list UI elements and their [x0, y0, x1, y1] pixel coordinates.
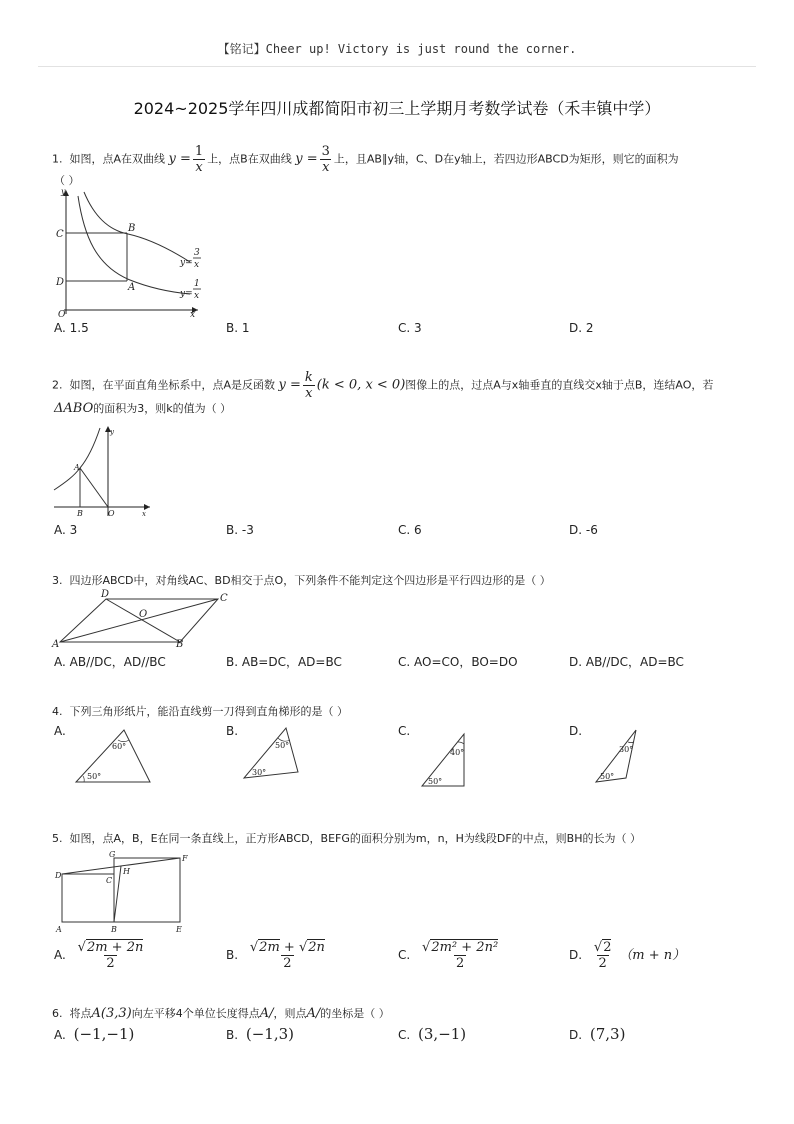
page-title: 2024~2025学年四川成都简阳市初三上学期月考数学试卷（禾丰镇中学） — [133, 99, 661, 118]
q1-label-a: A — [128, 282, 136, 293]
q1-frac2 — [320, 144, 332, 175]
q6-point3: A/ — [306, 1006, 321, 1021]
q1-eq2-lhs: y = — [295, 151, 318, 167]
q5-a-label: A. — [54, 948, 66, 962]
q1-label-b: B — [128, 223, 136, 234]
header-motto: 【铭记】Cheer up! Victory is just round the corner. — [217, 42, 577, 56]
q4-c-angle-top: 40° — [450, 748, 465, 757]
q5-b-frac: $\frac{√2m + √2n}{2}$ — [249, 940, 325, 971]
q2-option-c[interactable]: C. 6 — [398, 523, 422, 537]
q3-diagonal-bd — [106, 599, 180, 642]
q2-frac — [303, 370, 315, 401]
q5-a-den: 2 — [106, 956, 115, 971]
q1-figure — [50, 186, 210, 318]
q6-point: A(3,3) — [91, 1006, 132, 1021]
q5-label-a: A — [56, 925, 62, 934]
q3-label-d: D — [101, 589, 110, 600]
q3-text: 四边形ABCD中，对角线AC、BD相交于点O，下列条件不能判定这个四边形是平行四边形的是（ ） — [69, 574, 551, 587]
q1-frac1 — [193, 144, 205, 175]
q6-option-b[interactable] — [226, 1025, 294, 1043]
q2-text-c: 的面积为3，则k的值为（ ） — [93, 402, 232, 415]
q5-option-b[interactable] — [226, 940, 329, 971]
q3-label-o: O — [139, 609, 148, 620]
q1-frac1-num: 1 — [194, 144, 204, 159]
q4-text: 下列三角形纸片，能沿直线剪一刀得到直角梯形的是（ ） — [69, 705, 348, 718]
q3-label-a: A — [52, 639, 60, 648]
q4-d-arc-top — [628, 742, 634, 743]
q2-option-d[interactable]: D. -6 — [569, 523, 598, 537]
q4-option-a[interactable]: A. — [54, 724, 66, 738]
q3-option-a[interactable]: A. AB//DC，AD//BC — [54, 655, 166, 669]
q1-curve3-den: x — [194, 260, 200, 270]
q2-hyperbola — [54, 428, 100, 490]
q1-answer-blank: （ ） — [54, 174, 80, 187]
q5-a-frac: $\frac{√2m + 2n}{2}$ — [77, 940, 144, 971]
q2-label-a: A — [74, 463, 80, 472]
q5-b-num2: 2n — [308, 940, 325, 955]
q4-option-c[interactable]: C. — [398, 724, 411, 738]
q4-number: 4. — [52, 705, 63, 718]
q1-curve3-num: 3 — [194, 248, 200, 258]
q5-segment-bh — [114, 866, 121, 922]
q1-option-a[interactable]: A. 1.5 — [54, 321, 89, 335]
q6-text-d: 的坐标是（ ） — [320, 1007, 390, 1020]
q6-text-a: 将点 — [69, 1007, 92, 1020]
q1-option-d[interactable]: D. 2 — [569, 321, 594, 335]
q1-curve1-num: 1 — [194, 279, 200, 289]
q2-frac-den: x — [305, 386, 313, 401]
q5-label-c: C — [106, 876, 113, 885]
q6-b-value: (−1,3) — [245, 1025, 295, 1043]
q4-a-arc-bottom — [83, 776, 84, 782]
q6-text-c: ，则点 — [273, 1007, 307, 1020]
q6-option-c[interactable] — [398, 1025, 466, 1043]
q5-c-num: 2m² + 2n² — [431, 940, 499, 955]
question-4-stem — [52, 703, 348, 719]
q2-text-b: 图像上的点，过点A与x轴垂直的直线交x轴于点B，连结AO，若 — [405, 378, 714, 392]
q2-figure — [50, 424, 154, 518]
q1-curve1-den: x — [194, 291, 200, 301]
q2-segment-ao — [80, 468, 108, 507]
q5-label-d: D — [55, 871, 62, 880]
q1-frac2-den: x — [322, 160, 330, 175]
q4-d-angle-bottom: 50° — [600, 772, 615, 781]
q2-number: 2. — [52, 378, 63, 392]
q1-text-b: 上，点B在双曲线 — [207, 152, 292, 166]
q6-number: 6. — [52, 1007, 63, 1020]
q1-curve-1-over-x — [78, 196, 190, 294]
q5-d-num: 2 — [603, 940, 612, 955]
q4-triangle-c — [418, 730, 470, 790]
q4-d-angle-top: 30° — [619, 745, 634, 754]
question-2-stem — [52, 370, 713, 401]
q5-text: 如图，点A，B，E在同一条直线上，正方形ABCD，BEFG的面积分别为m，n，H为线段DF的中点，则BH的长为（ ） — [69, 832, 641, 845]
q6-d-value: (7,3) — [589, 1025, 626, 1043]
q5-number: 5. — [52, 832, 63, 845]
q6-point2: A/ — [259, 1006, 274, 1021]
q5-d-den: 2 — [598, 956, 607, 971]
q5-option-d[interactable] — [569, 940, 685, 971]
q4-option-b[interactable]: B. — [226, 724, 239, 738]
question-1-stem — [52, 144, 679, 175]
q2-label-o: O — [108, 509, 115, 518]
q1-option-b[interactable]: B. 1 — [226, 321, 250, 335]
question-5-stem — [52, 830, 641, 846]
question-6-stem — [52, 1005, 390, 1021]
q3-option-c[interactable]: C. AO=CO，BO=DO — [398, 655, 518, 669]
q1-eq1-lhs: y = — [168, 151, 191, 167]
q6-a-value: (−1,−1) — [73, 1025, 135, 1043]
q2-label-b: B — [77, 509, 83, 518]
q5-figure — [52, 850, 198, 934]
q5-d-label: D. — [569, 948, 583, 962]
q2-triangle: ΔABO — [54, 401, 94, 416]
q2-text-a: 如图，在平面直角坐标系中，点A是反函数 — [69, 378, 276, 392]
q1-option-c[interactable]: C. 3 — [398, 321, 422, 335]
q6-c-value: (3,−1) — [418, 1025, 467, 1043]
q4-c-angle-bottom: 50° — [428, 777, 443, 786]
q1-number: 1. — [52, 152, 63, 166]
q4-a-angle-top: 60° — [112, 742, 127, 751]
q3-option-d[interactable]: D. AB//DC，AD=BC — [569, 655, 684, 669]
q5-c-den: 2 — [455, 956, 465, 971]
q5-option-a[interactable] — [54, 940, 147, 971]
q5-b-plus: + — [283, 940, 295, 955]
q5-d-tail: （m + n） — [619, 948, 686, 963]
q6-option-a[interactable] — [54, 1025, 134, 1043]
q5-b-num1: 2m — [259, 940, 280, 955]
q4-triangle-a — [70, 726, 154, 786]
q1-text-c: 上，且AB∥y轴，C、D在y轴上，若四边形ABCD为矩形，则它的面积为 — [333, 152, 679, 166]
q6-b-label: B. — [226, 1028, 239, 1042]
q4-c-arc-top — [458, 742, 464, 744]
q2-option-b[interactable]: B. -3 — [226, 523, 254, 537]
q2-label-y: y — [110, 428, 114, 436]
q3-label-b: B — [176, 639, 184, 648]
q5-label-e: E — [176, 925, 182, 934]
q1-label-y: y — [61, 187, 66, 196]
q2-label-x: x — [142, 510, 146, 518]
q1-label-o: O — [58, 310, 66, 318]
q5-label-h: H — [123, 867, 130, 876]
q6-c-label: C. — [398, 1028, 411, 1042]
header-divider — [38, 66, 756, 67]
q5-label-g: G — [109, 850, 116, 859]
q1-curve3-lhs: y= — [180, 258, 193, 268]
q3-option-b[interactable]: B. AB=DC，AD=BC — [226, 655, 342, 669]
q5-b-den: 2 — [283, 956, 292, 971]
q2-func-lhs: y = — [278, 377, 301, 393]
q4-b-angle-bottom: 30° — [252, 768, 267, 777]
q1-label-x: x — [190, 310, 196, 318]
q2-stem-line2 — [54, 400, 231, 416]
q1-text-a: 如图，点A在双曲线 — [69, 152, 166, 166]
q2-frac-num: k — [304, 370, 313, 385]
q1-frac2-num: 3 — [321, 144, 330, 159]
q1-frac1-den: x — [195, 160, 203, 175]
q1-curve-3-over-x — [84, 192, 190, 262]
q2-condition: (k < 0, x < 0) — [316, 377, 406, 393]
q5-label-f: F — [182, 854, 188, 863]
q6-d-label: D. — [569, 1028, 583, 1042]
q2-option-a[interactable]: A. 3 — [54, 523, 78, 537]
q5-d-frac: $\frac{√2}{2}$ — [593, 940, 612, 971]
q1-label-c: C — [56, 229, 64, 240]
q6-a-label: A. — [54, 1028, 66, 1042]
q1-label-d: D — [56, 277, 65, 288]
q1-curve1-lhs: y= — [180, 289, 193, 299]
q5-a-num: 2m + 2n — [86, 940, 144, 955]
q5-label-b: B — [111, 925, 117, 934]
q5-b-label: B. — [226, 948, 239, 962]
q4-option-d[interactable]: D. — [569, 724, 583, 738]
q6-option-d[interactable] — [569, 1025, 625, 1043]
q5-c-label: C. — [398, 948, 411, 962]
q3-figure — [50, 586, 236, 648]
q4-triangle-b — [240, 724, 304, 784]
q4-triangle-d — [592, 728, 644, 788]
q5-option-c[interactable] — [398, 940, 502, 971]
q6-text-b: 向左平移4个单位长度得点 — [131, 1007, 260, 1020]
q3-number: 3. — [52, 574, 63, 587]
q4-a-angle-bottom: 50° — [87, 772, 102, 781]
q4-b-angle-top: 50° — [275, 741, 290, 750]
q5-c-frac: $\frac{\text{√2m² + 2n²}}{2}$ — [422, 940, 499, 971]
q3-label-c: C — [220, 593, 228, 604]
